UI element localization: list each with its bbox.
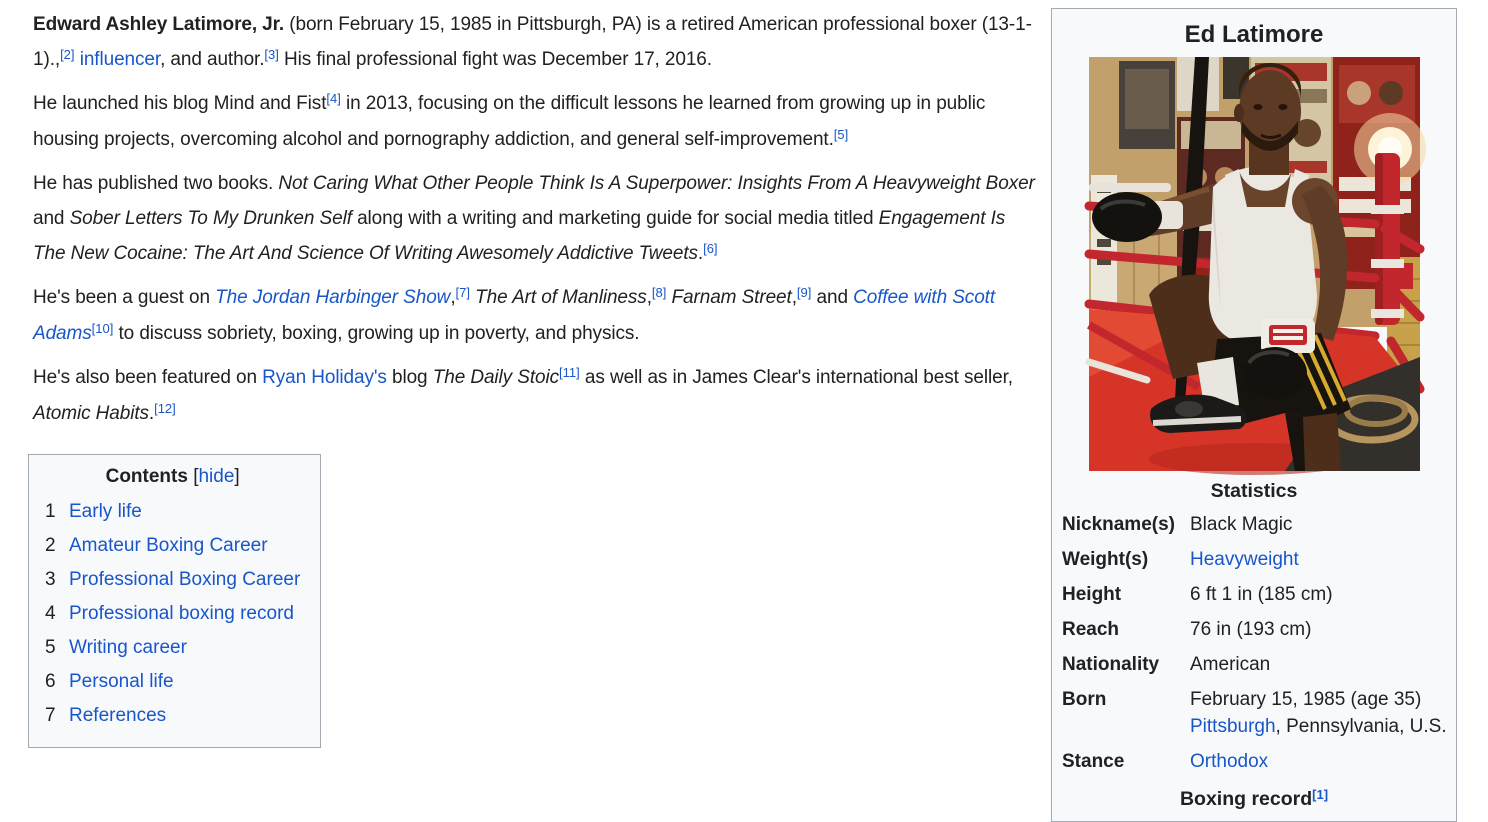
- infobox-row-stance: [1052, 744, 1456, 779]
- reference-link[interactable]: [1]: [1312, 787, 1329, 802]
- toc-item-number: 5: [45, 637, 56, 658]
- reference-link[interactable]: [9]: [796, 285, 812, 300]
- infobox-statistics-table: [1052, 507, 1456, 779]
- reference-link[interactable]: [11]: [559, 365, 580, 380]
- toc-item-number: 1: [45, 501, 56, 522]
- text-link[interactable]: Ryan Holiday's: [262, 367, 387, 388]
- text-segment: ,: [646, 287, 652, 308]
- text-segment: Sober Letters To My Drunken Self: [69, 208, 352, 229]
- infobox-row-label: Stance: [1062, 751, 1125, 772]
- infobox-photo[interactable]: [1089, 57, 1420, 471]
- toc-list: [45, 495, 300, 733]
- text-segment: , Pennsylvania, U.S.: [1275, 716, 1447, 737]
- text-segment: He's been a guest on: [33, 287, 216, 308]
- text-segment: blog: [386, 367, 433, 388]
- reference-link[interactable]: [5]: [833, 127, 849, 142]
- toc-item-number: 2: [45, 535, 56, 556]
- toc-item: [45, 631, 300, 665]
- text-segment: ,: [791, 287, 797, 308]
- paragraph-books: [33, 166, 1041, 272]
- toc-toggle: [193, 466, 239, 487]
- text-segment: 6 ft 1 in (185 cm): [1190, 584, 1333, 605]
- toc-item: [45, 495, 300, 529]
- text-segment: He launched his blog Mind and Fist: [33, 93, 327, 114]
- table-of-contents: [28, 454, 321, 748]
- reference-link[interactable]: [4]: [326, 91, 341, 106]
- infobox-row-value: [1190, 647, 1456, 682]
- text-segment: The Art of Manliness: [475, 287, 647, 308]
- reference-link[interactable]: [7]: [455, 285, 470, 300]
- text-segment: Engagement Is The New Cocaine: The Art And Science Of Writing Awesomely Addictive Tweets: [33, 208, 1006, 264]
- boxing-record-title: Boxing record: [1179, 788, 1313, 810]
- toc-link-amateur-boxing-career[interactable]: Amateur Boxing Career: [69, 535, 268, 556]
- toc-link-references[interactable]: References: [69, 705, 167, 726]
- text-segment: to discuss sobriety, boxing, growing up in poverty, and physics.: [113, 323, 640, 344]
- infobox-title: Ed Latimore: [1184, 21, 1324, 48]
- text-segment: and: [811, 287, 854, 308]
- paragraph-blog: [33, 86, 1041, 158]
- paragraph-intro: [33, 7, 1041, 78]
- infobox-row-label: Weight(s): [1062, 549, 1149, 570]
- text-link[interactable]: The Jordan Harbinger Show: [215, 287, 451, 308]
- text-segment: His final professional fight was December 17, 2016.: [278, 49, 712, 70]
- text-segment: American: [1190, 654, 1271, 675]
- reference-link[interactable]: [2]: [60, 47, 75, 62]
- infobox-row-value: [1190, 612, 1456, 647]
- toc-title: Contents: [105, 466, 188, 487]
- text-segment: Black Magic: [1190, 514, 1293, 535]
- text-segment: .: [697, 243, 704, 264]
- toc-item: [45, 529, 300, 563]
- infobox-row-label: Nationality: [1062, 654, 1160, 675]
- text-segment: He's also been featured on: [33, 367, 263, 388]
- toc-item-number: 3: [45, 569, 56, 590]
- text-segment: and: [33, 208, 70, 229]
- toc-link-professional-boxing-career[interactable]: Professional Boxing Career: [69, 569, 301, 590]
- reference-link[interactable]: [6]: [703, 241, 718, 256]
- infobox-row-weight: [1052, 542, 1456, 577]
- paragraph-features: [33, 360, 1041, 432]
- infobox: [1051, 8, 1457, 822]
- toc-item-number: 7: [45, 705, 56, 726]
- toc-header: [45, 466, 300, 488]
- infobox-row-value: [1190, 577, 1456, 612]
- infobox-row-label: Nickname(s): [1062, 514, 1175, 535]
- toc-hide-link[interactable]: hide: [198, 466, 235, 487]
- text-segment: , and author.: [160, 49, 265, 70]
- text-segment: Edward Ashley Latimore, Jr.: [33, 14, 285, 35]
- text-segment: He has published two books.: [33, 173, 279, 194]
- article-body: [33, 0, 1041, 748]
- text-segment: Atomic Habits: [33, 403, 149, 424]
- infobox-row-value: [1190, 542, 1456, 577]
- toc-item: [45, 665, 300, 699]
- text-segment: ,: [450, 287, 456, 308]
- reference-link[interactable]: [10]: [91, 321, 114, 336]
- text-segment: .: [148, 403, 155, 424]
- infobox-row-value: [1190, 682, 1456, 744]
- infobox-row-born: [1052, 682, 1456, 744]
- text-segment: along with a writing and marketing guide for social media titled: [351, 208, 879, 229]
- toc-item: [45, 563, 300, 597]
- toc-link-personal-life[interactable]: Personal life: [69, 671, 174, 692]
- infobox-boxing-record-header: [1052, 779, 1456, 811]
- text-segment: Farnam Street: [671, 287, 792, 308]
- toc-item: [45, 597, 300, 631]
- toc-link-early-life[interactable]: Early life: [69, 501, 142, 522]
- toc-link-professional-boxing-record[interactable]: Professional boxing record: [69, 603, 294, 624]
- infobox-row-label: Reach: [1062, 619, 1120, 640]
- text-link[interactable]: Heavyweight: [1190, 549, 1299, 570]
- text-link[interactable]: Pittsburgh: [1190, 716, 1276, 737]
- infobox-row-nationality: [1052, 647, 1456, 682]
- infobox-row-value: [1190, 744, 1456, 779]
- toc-item-number: 6: [45, 671, 56, 692]
- toc-item: [45, 699, 300, 733]
- text-segment: 76 in (193 cm): [1190, 619, 1312, 640]
- text-link[interactable]: Orthodox: [1190, 751, 1269, 772]
- text-segment: (born February 15, 1985 in Pittsburgh, PA) is a retired American professional boxer (13-1-1).,: [33, 14, 1032, 70]
- text-segment: as well as in James Clear's international best seller,: [579, 367, 1013, 388]
- text-segment: The Daily Stoic: [432, 367, 559, 388]
- reference-link[interactable]: [8]: [651, 285, 667, 300]
- toc-bracket-close: ]: [234, 466, 240, 487]
- reference-link[interactable]: [3]: [264, 47, 279, 62]
- paragraph-podcasts: [33, 280, 1041, 352]
- text-segment: Not Caring What Other People Think Is A Superpower: Insights From A Heavyweight Boxer: [278, 173, 1035, 194]
- toc-bracket-open: [: [193, 466, 199, 487]
- reference-link[interactable]: [12]: [154, 401, 176, 416]
- text-segment: February 15, 1985 (age 35): [1190, 689, 1422, 710]
- text-link[interactable]: influencer: [79, 49, 161, 70]
- infobox-row-reach: [1052, 612, 1456, 647]
- infobox-section-header: Statistics: [1210, 480, 1298, 502]
- infobox-row-label: Height: [1062, 584, 1122, 605]
- infobox-row-nickname: [1052, 507, 1456, 542]
- infobox-row-value: [1190, 507, 1456, 542]
- infobox-row-height: [1052, 577, 1456, 612]
- text-link[interactable]: Coffee with Scott Adams: [33, 287, 996, 344]
- infobox-row-label: Born: [1062, 689, 1107, 710]
- toc-item-number: 4: [45, 603, 56, 624]
- toc-link-writing-career[interactable]: Writing career: [69, 637, 187, 658]
- text-segment: in 2013, focusing on the difficult lessons he learned from growing up in public housing projects, overcoming alcohol and pornography addiction, and general self-improvement.: [33, 93, 986, 150]
